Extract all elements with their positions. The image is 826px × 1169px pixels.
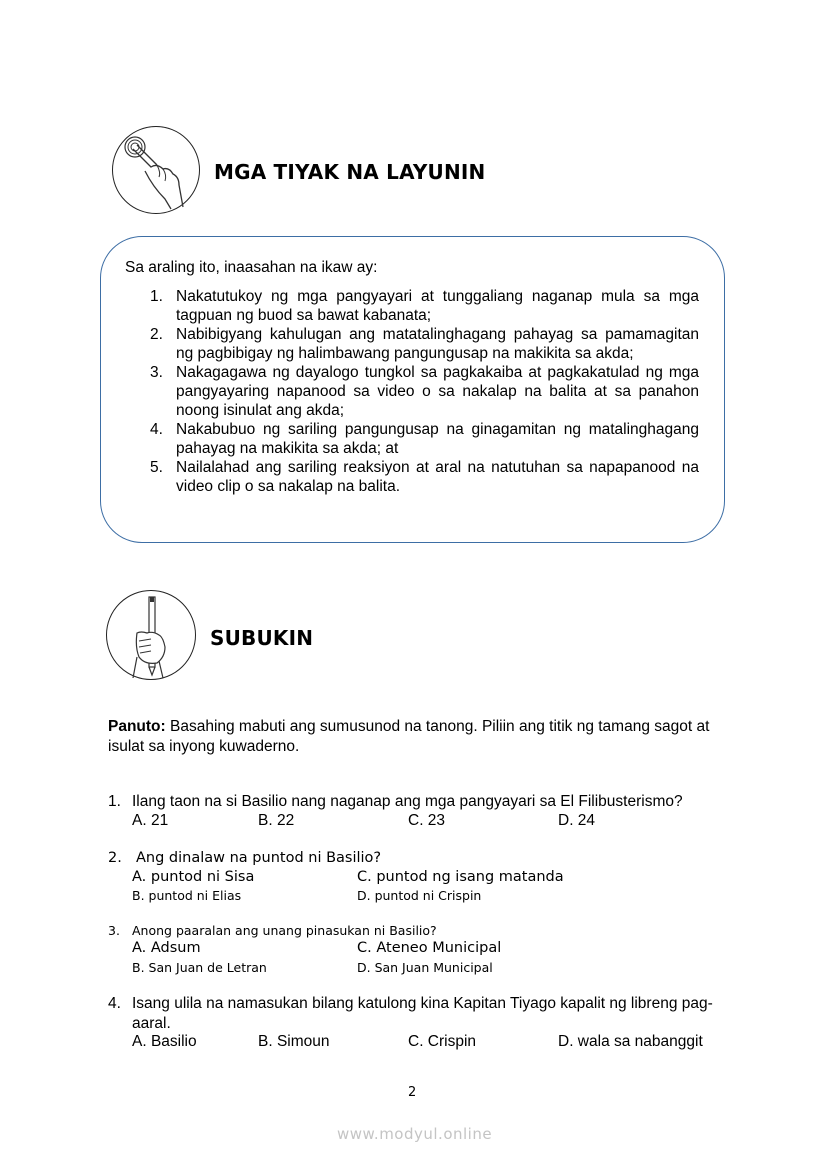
page-number: 2 [408,1085,417,1100]
question-text: Anong paaralan ang unang pinasukan ni Basilio? [132,923,437,938]
option-c: C. Ateneo Municipal [357,940,502,956]
option-b: B. puntod ni Elias [132,888,242,903]
question-number: 3. [108,923,120,938]
instructions-label: Panuto: [108,718,166,735]
question-text: Ilang taon na si Basilio nang naganap ang mga pangyayari sa El Filibusterismo? [132,793,683,810]
objective-text: Nakagagawa ng dayalogo tungkol sa pagkakaiba at pagkakatulad ng mga pangyayaring napanood sa video o sa nakalap na balita at sa panahon noong isinulat ang akda; [176,364,699,419]
objective-text: Nakatutukoy ng mga pangyayari at tunggaliang naganap mula sa mga tagpuan ng buod sa bawat kabanata; [176,288,699,324]
option-c: C. 23 [408,812,446,829]
objective-number: 4. [150,421,163,438]
objective-item [150,458,699,496]
hand-pencil-icon [106,590,196,680]
question-text: Ang dinalaw na puntod ni Basilio? [136,850,382,866]
hand-pointer-icon [112,126,200,214]
objectives-intro: Sa araling ito, inaasahan na ikaw ay: [125,259,378,276]
objective-item [150,325,699,363]
question-number: 4. [108,995,121,1012]
objectives-title: MGA TIYAK NA LAYUNIN [214,160,486,184]
option-d: D. 24 [558,812,596,829]
objective-text: Nabibigyang kahulugan ang matatalinghagang pahayag sa pamamagitan ng pagbibigay ng halimbawang pangungusap na makikita sa akda; [176,326,699,362]
option-a: A. 21 [132,812,169,829]
option-b: B. San Juan de Letran [132,960,267,975]
question-number: 1. [108,793,121,810]
question-number: 2. [108,850,122,866]
option-d: D. San Juan Municipal [357,960,493,975]
objective-item [150,420,699,458]
option-a: A. Adsum [132,940,201,956]
objective-number: 2. [150,326,163,343]
option-d: D. wala sa nabanggit [558,1033,703,1050]
instructions [108,717,728,757]
option-b: B. Simoun [258,1033,330,1050]
watermark: www.modyul.online [337,1125,493,1143]
objective-number: 1. [150,288,163,305]
option-b: B. 22 [258,812,295,829]
question-text: Isang ulila na namasukan bilang katulong kina Kapitan Tiyago kapalit ng libreng pag-aaral. [132,995,713,1032]
test-title: SUBUKIN [210,626,314,650]
option-c: C. puntod ng isang matanda [357,869,564,885]
objective-item [150,363,699,420]
option-a: A. puntod ni Sisa [132,869,255,885]
objectives-list [150,287,699,496]
option-c: C. Crispin [408,1033,477,1050]
objective-text: Nailalahad ang sariling reaksiyon at aral na natutuhan sa napapanood na video clip o sa nakalap na balita. [176,459,699,495]
objective-text: Nakabubuo ng sariling pangungusap na ginagamitan ng matalinghagang pahayag na makikita sa akda; at [176,421,699,457]
objective-item [150,287,699,325]
option-a: A. Basilio [132,1033,197,1050]
option-d: D. puntod ni Crispin [357,888,482,903]
objective-number: 3. [150,364,163,381]
instructions-text: Basahing mabuti ang sumusunod na tanong. Piliin ang titik ng tamang sagot at isulat sa inyong kuwaderno. [108,718,710,755]
objective-number: 5. [150,459,163,476]
